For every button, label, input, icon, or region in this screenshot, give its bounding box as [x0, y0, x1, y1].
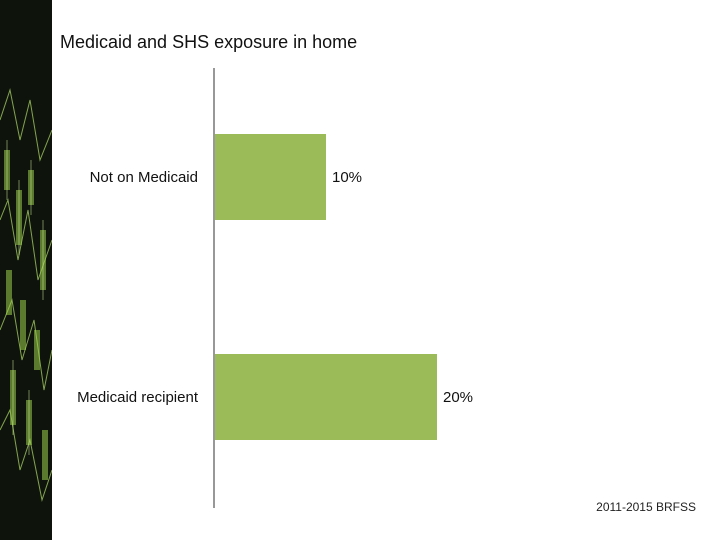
bar-chart — [52, 0, 720, 540]
stock-chart-decoration — [0, 0, 52, 540]
value-label: 10% — [332, 169, 363, 186]
category-label: Not on Medicaid — [89, 169, 198, 186]
bar-1 — [215, 354, 437, 440]
chart-title: Medicaid and SHS exposure in home — [60, 32, 358, 52]
source-note: 2011-2015 BRFSS — [596, 500, 696, 514]
bar-0 — [215, 134, 326, 220]
value-label: 20% — [443, 389, 474, 406]
decorative-side-strip — [0, 0, 52, 540]
category-label: Medicaid recipient — [77, 389, 198, 406]
